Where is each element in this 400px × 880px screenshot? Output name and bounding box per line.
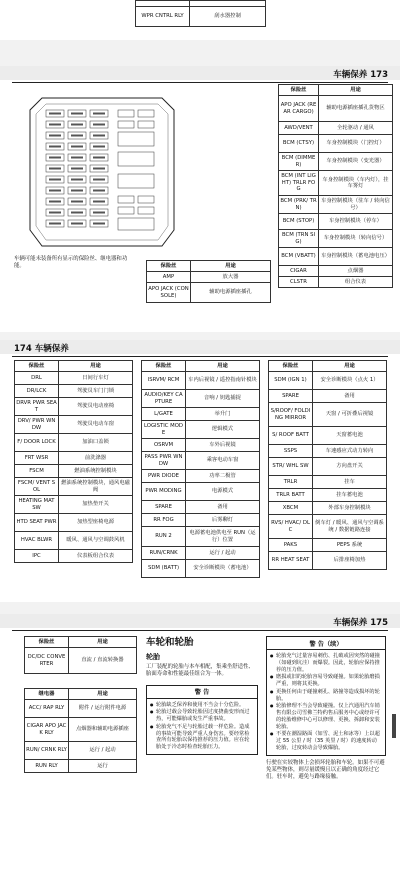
fuse-usage: 车内后视镜 / 遥控指南针模块 [186, 372, 260, 390]
fuse-name: BCM (INT LIGHT) TRLR FOG [279, 171, 319, 196]
table-row [15, 434, 133, 452]
fuse-usage: 全轮驱动 / 通风 [319, 122, 393, 135]
column-header: 用途 [319, 85, 393, 96]
fuse-usage: 电源模式 [186, 483, 260, 501]
table-row [15, 532, 133, 550]
fuse-usage: 燃油系统控制模块，通风电磁阀 [59, 478, 133, 496]
fuse-usage: 方向盘开关 [313, 458, 387, 476]
table-row [279, 96, 393, 122]
fuse-name: FRT WSR [15, 452, 59, 465]
table-row [142, 408, 260, 421]
fuse-usage: 功率二极管 [186, 470, 260, 483]
fuse-name: PWR DIODE [142, 470, 186, 483]
fuse-name: S/ROOF/ FOLDING MIRROR [269, 403, 313, 427]
warning-item: ● 磨损或旧的轮胎容易导致碰撞。如果轮胎磨损严重，则将其更换。 [270, 674, 382, 688]
relay-usage: 运行 / 起动 [69, 742, 137, 760]
fuse-name: BCM (TRN SIG) [279, 230, 319, 248]
fuse-name: BCM (PRK/ TRN) [279, 196, 319, 214]
fuse-usage: 车身控制模块（停车） [319, 214, 393, 230]
relay-table [24, 688, 137, 773]
fuse-table-dcdc [24, 636, 137, 674]
fuse-name: IPC [15, 550, 59, 563]
wiper-relay-table [135, 0, 266, 27]
fuse-usage: 加热垫开关 [59, 496, 133, 514]
fuse-name: HVAC BLWR [15, 532, 59, 550]
table-row [269, 372, 387, 390]
column-header: 继电器 [25, 689, 69, 700]
fuse-name: RUN 2 [142, 527, 186, 547]
fuse-name: RUN/CRNK [142, 547, 186, 560]
warning-item: ● 轮胎充气不足与轮胎过载一样危险。造成的事故可能导致严重人身伤害。要经常检查所有轮胎以保持推荐的压力值。应在轮胎处于冷态时检查轮胎压力。 [150, 724, 254, 751]
fuse-usage: 外部车身控制模块 [313, 502, 387, 515]
table-row [269, 427, 387, 445]
table-row [25, 742, 137, 760]
fuse-usage: 燃油系统控制模块 [59, 465, 133, 478]
fuse-name: ISRVM/ RCM [142, 372, 186, 390]
column-header: 用途 [59, 361, 133, 372]
table-row [15, 385, 133, 398]
fuse-name: DC/DC CONVERTER [25, 648, 69, 674]
page-header: 174 车辆保养 [14, 344, 69, 354]
table-row [269, 552, 387, 570]
fuse-usage: 运行 / 起动 [186, 547, 260, 560]
fuse-table-middle [146, 260, 271, 303]
fuse-usage: 前洗涤器 [59, 452, 133, 465]
fuse-name: BCM (STOP) [279, 214, 319, 230]
fuse-usage: 音响 / 钥匙捕捉 [186, 390, 260, 408]
table-row [269, 502, 387, 515]
fuse-name: SSPS [269, 445, 313, 458]
table-row [279, 214, 393, 230]
fuse-usage: PEPS 系统 [313, 539, 387, 552]
table-row [269, 515, 387, 539]
fuse-name: DRV/ PWR WNDW [15, 416, 59, 434]
fuse-name: RVS/ HVAC/ DLC [269, 515, 313, 539]
relay-name: CIGAR APO JACK RLY [25, 718, 69, 742]
fuse-usage: 安全诊断模块（点火 1） [313, 372, 387, 390]
table-row [269, 390, 387, 403]
page-175 [0, 614, 400, 880]
table-row [142, 390, 260, 408]
table-row [15, 416, 133, 434]
fuse-name: L/GATE [142, 408, 186, 421]
fuse-name: LOGISTIC MODE [142, 421, 186, 439]
header-rule [12, 82, 388, 83]
fuse-table-right [278, 84, 393, 288]
fuse-usage: 天窗蓄电池 [313, 427, 387, 445]
fuse-usage: 辅助电源插座插孔 [191, 283, 271, 303]
table-row [15, 550, 133, 563]
table-row [142, 470, 260, 483]
table-row [142, 560, 260, 578]
table-row [147, 283, 271, 303]
fuse-name: SPARE [269, 390, 313, 403]
fuse-name: STR/ WHL SW [269, 458, 313, 476]
fuse-usage: 挂车 [313, 476, 387, 489]
fuse-table-col3 [268, 360, 387, 570]
table-row [15, 398, 133, 416]
vehicle-equipment-note: 车辆可能未装备所有显示的保险丝、继电器和功能。 [14, 256, 128, 270]
subsection-title: 轮胎 [146, 653, 160, 661]
fuse-usage: 车外后视镜 [186, 439, 260, 452]
relay-name: RUN RLY [25, 760, 69, 773]
warning-item: ● 更换任何由于碰撞刺孔、路撞等造成损坏的轮胎。 [270, 689, 382, 703]
fuse-name: SPARE [142, 501, 186, 514]
table-row [25, 648, 137, 674]
fuse-name: PASS PWR WNDW [142, 452, 186, 470]
relay-name: ACC/ RAP RLY [25, 700, 69, 718]
bottom-paragraph: 行驶在实较物体上会损坏轮胎和车轮。如果不可避免某些物体，则尽量缓慢且以正确的角度经过它们。驻车时，避免与路缘接触。 [266, 759, 385, 781]
column-header: 用途 [69, 689, 137, 700]
fuse-name: PAKS [269, 539, 313, 552]
fuse-usage: 驾驶员电动座椅 [59, 398, 133, 416]
page-173 [0, 66, 400, 332]
warning-item: ● 轮胎过载会导致轮胎因过度挠曲变形而过热，可能爆胎或发生严重事故。 [150, 709, 254, 723]
warning-item: ● 不要在潮湿路面（如雪、泥土和冰等）上以超过 55 公里 / 时（35 英里 / 时）的速度转动轮胎，过度转动会导致爆胎。 [270, 731, 382, 751]
fuse-name: CLSTR [279, 277, 319, 288]
warning-box [146, 685, 258, 755]
table-row [142, 439, 260, 452]
fuse-usage: 车身控制模块（车内灯），挂车雾灯 [319, 171, 393, 196]
fuse-name: DRVR PWR SEAT [15, 398, 59, 416]
table-row [269, 403, 387, 427]
fuse-name: CIGAR [279, 266, 319, 277]
fuse-usage: 车身控制模块（蓄电池电压） [319, 248, 393, 266]
column-header: 保险丝 [147, 261, 191, 272]
warning-title: 警 告 [147, 686, 257, 699]
fuse-usage: 备用 [186, 501, 260, 514]
fuse-usage: 车身控制模块（变光器） [319, 153, 393, 171]
fuse-name: XBCM [269, 502, 313, 515]
fuse-name: TRLR [269, 476, 313, 489]
table-row [15, 478, 133, 496]
fuse-name: OSRVM [142, 439, 186, 452]
intro-paragraph: 工厂装配的轮胎与本车相配，集乘坐舒适性、胎面寿命和性能最佳组合为一体。 [146, 664, 254, 678]
fuse-usage: 后排座椅加热 [313, 552, 387, 570]
table-row [279, 196, 393, 214]
fuse-table-col1 [14, 360, 133, 563]
warning-box-continued [266, 636, 386, 756]
fuse-name: WPR CNTRL RLY [136, 7, 190, 27]
table-row [25, 760, 137, 773]
page-header: 车辆保养 173 [333, 70, 388, 80]
fuse-name: APO JACK (REAR CARGO) [279, 96, 319, 122]
fuse-name: DR/LCK [15, 385, 59, 398]
column-header: 保险丝 [25, 637, 69, 648]
table-row [279, 171, 393, 196]
table-row [269, 445, 387, 458]
fuse-name: PWR MODING [142, 483, 186, 501]
fuse-name: AMP [147, 272, 191, 283]
fuse-name: RR HEAT SEAT [269, 552, 313, 570]
fuse-name: FSCM [15, 465, 59, 478]
column-header: 保险丝 [15, 361, 59, 372]
warning-item: ● 轮胎缺乏保养和使用不当会十分危险。 [150, 702, 254, 709]
fuse-box-diagram [22, 90, 182, 254]
fuse-usage: 刮水器控制 [190, 7, 266, 27]
column-header: 保险丝 [279, 85, 319, 96]
table-row [142, 421, 260, 439]
column-header: 保险丝 [142, 361, 186, 372]
column-header: 保险丝 [269, 361, 313, 372]
fuse-usage: 放大器 [191, 272, 271, 283]
column-header: 用途 [69, 637, 137, 648]
table-row [279, 230, 393, 248]
fuse-usage: 车速感应式动力转向 [313, 445, 387, 458]
table-row [142, 483, 260, 501]
fuse-usage: 驾驶员电动车窗 [59, 416, 133, 434]
table-row [15, 372, 133, 385]
fuse-name: SDM (IGN 1) [269, 372, 313, 390]
fuse-usage: 暖风、通风与空调鼓风机 [59, 532, 133, 550]
header-rule [12, 630, 388, 631]
fuse-name: BCM (CTSY) [279, 135, 319, 153]
fuse-name: AWD/VENT [279, 122, 319, 135]
table-row [142, 452, 260, 470]
table-row [25, 700, 137, 718]
table-row [279, 266, 393, 277]
fuse-usage: 车身控制模块（驻车 / 转向信号） [319, 196, 393, 214]
column-header: 用途 [313, 361, 387, 372]
fuse-usage: 后雾聊灯 [186, 514, 260, 527]
fuse-name: RR FOG [142, 514, 186, 527]
fuse-usage: 加热型座椅电源 [59, 514, 133, 532]
fuse-usage: 举升门 [186, 408, 260, 421]
warning-item: ● 轮胎修理不当会导致碰撞。仅上汽通用汽车销售有限公司雪佛兰特约售后服务中心或经许可的轮胎维修中心可以修理、更换、拆卸和安装轮胎。 [270, 703, 382, 730]
table-row [142, 372, 260, 390]
column-header: 用途 [186, 361, 260, 372]
fuse-usage: 备用 [313, 390, 387, 403]
warning-item: ● 轮胎充气过量容易刺伤、扎破或因突然的碰撞（如碰到坑洼）而爆裂。因此，轮胎应保持推荐的压力值。 [270, 653, 382, 673]
page-174 [0, 340, 400, 602]
fuse-name: HEATING MAT SW [15, 496, 59, 514]
column-header: 用途 [191, 261, 271, 272]
fuse-table-col2 [141, 360, 260, 578]
fuse-usage: 倒车灯 / 暖风、通风与空调系统 / 数据链路连接 [313, 515, 387, 539]
table-row [279, 248, 393, 266]
fuse-usage: 组合仪表 [319, 277, 393, 288]
fuse-usage: 安全诊断模块（蓄电池） [186, 560, 260, 578]
fuse-usage: 驾驶员车门门锁 [59, 385, 133, 398]
table-row [279, 153, 393, 171]
fuse-usage: 直流 / 直流转换器 [69, 648, 137, 674]
fuse-name: APO JACK (CONSOLE) [147, 283, 191, 303]
warning-title: 警 告（续） [267, 637, 385, 650]
relay-usage: 附件 / 运行附件电源 [69, 700, 137, 718]
table-row [269, 476, 387, 489]
table-row [15, 514, 133, 532]
table-row [25, 718, 137, 742]
fuse-name: AUDIO/KEY CAPTURE [142, 390, 186, 408]
warning-continued-section [266, 636, 386, 781]
fuse-name: SDM (BATT) [142, 560, 186, 578]
table-row [269, 489, 387, 502]
fuse-name: TRLR BATT [269, 489, 313, 502]
table-row [147, 272, 271, 283]
fuse-usage: 乘客电动车窗 [186, 452, 260, 470]
fuse-usage: 辅助电源插座插孔货物区 [319, 96, 393, 122]
fuse-usage: 逻辑模式 [186, 421, 260, 439]
relay-usage: 运行 [69, 760, 137, 773]
fuse-name: HTD SEAT PWR [15, 514, 59, 532]
fuse-name: F/ DOOR LOCK [15, 434, 59, 452]
table-row [136, 7, 266, 27]
table-row [279, 277, 393, 288]
table-row [15, 452, 133, 465]
table-row [142, 514, 260, 527]
fuse-box-drawing [22, 90, 182, 254]
fuse-name: BCM (VBATT) [279, 248, 319, 266]
table-row [142, 527, 260, 547]
table-row [142, 547, 260, 560]
fuse-usage: 电源蓄电池供电至 RUN（运行）位置 [186, 527, 260, 547]
relay-name: RUN/ CRNK RLY [25, 742, 69, 760]
fuse-name: DRL [15, 372, 59, 385]
fuse-name: FSCM/ VENT SOL [15, 478, 59, 496]
fuse-name: S/ ROOF BATT [269, 427, 313, 445]
fuse-usage: 天窗 / 可折叠后视镜 [313, 403, 387, 427]
fuse-usage: 加油口盖锁 [59, 434, 133, 452]
fuse-usage: 挂车蓄电池 [313, 489, 387, 502]
section-title: 车轮和轮胎 [146, 637, 194, 648]
fuse-usage: 仪表板组合仪表 [59, 550, 133, 563]
table-row [269, 458, 387, 476]
page-gap [0, 40, 400, 66]
table-row [279, 135, 393, 153]
page-gap [0, 332, 400, 340]
page-edge-marker [392, 714, 396, 738]
table-row [142, 501, 260, 514]
fuse-usage: 车身控制模块（门控灯） [319, 135, 393, 153]
page-header: 车辆保养 175 [333, 618, 388, 628]
table-row [279, 122, 393, 135]
fuse-usage: 日间行车灯 [59, 372, 133, 385]
page-gap [0, 602, 400, 614]
wheels-tires-section [146, 634, 258, 755]
fuse-usage: 点烟器 [319, 266, 393, 277]
table-row [15, 496, 133, 514]
relay-usage: 点烟器和辅助电源插座 [69, 718, 137, 742]
table-row [15, 465, 133, 478]
fuse-name: BCM (DIMMER) [279, 153, 319, 171]
fuse-usage: 车身控制模块（转向信号） [319, 230, 393, 248]
header-rule [12, 356, 388, 357]
table-row [269, 539, 387, 552]
